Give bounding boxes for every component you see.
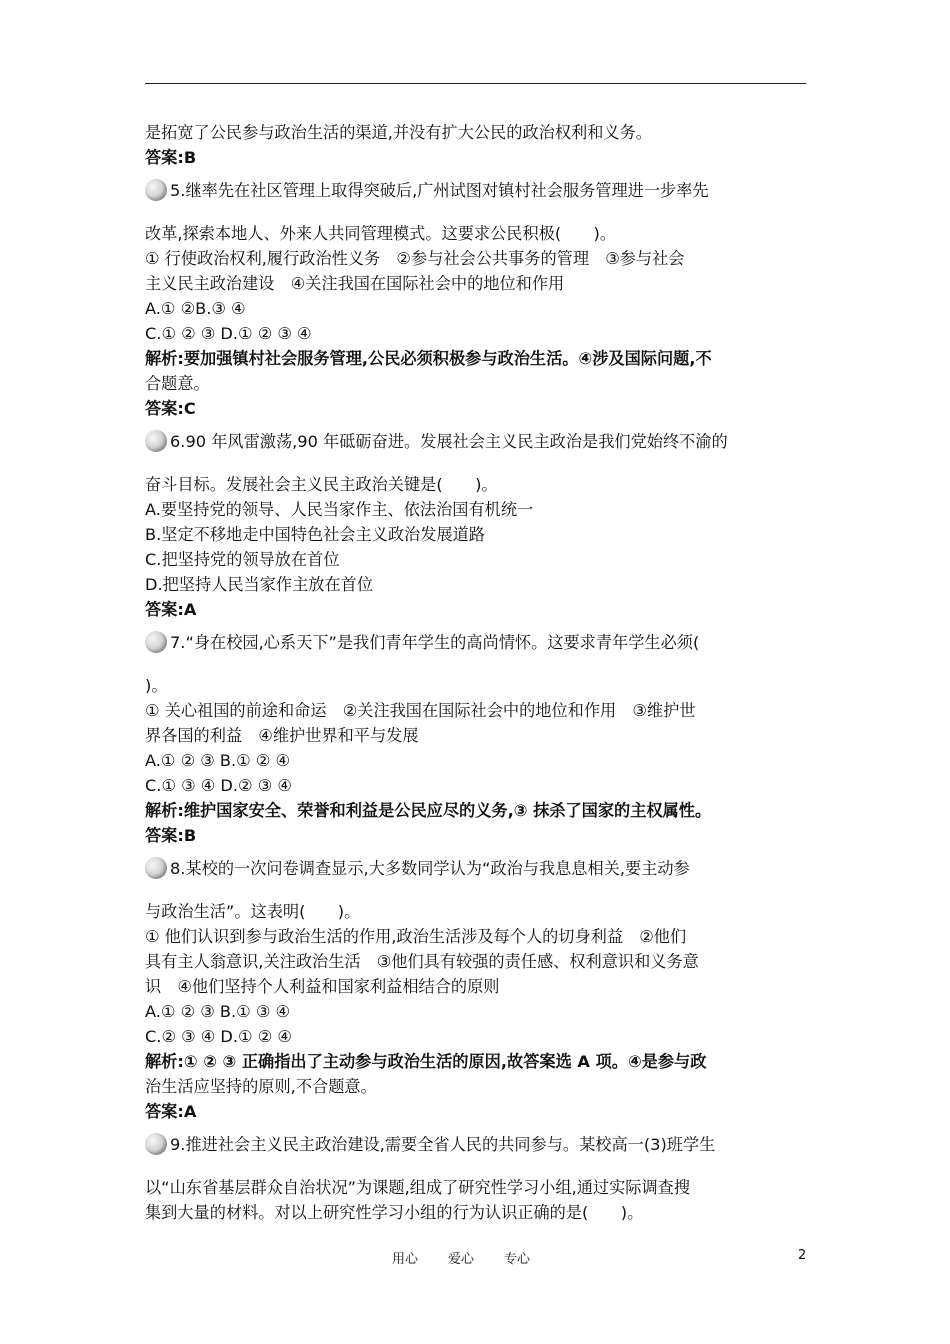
question-stem-line: 9.推进社会主义民主政治建设,需要全省人民的共同参与。某校高一(3)班学生 <box>170 1135 716 1154</box>
option-a: A.要坚持党的领导、人民当家作主、依法治国有机统一 <box>145 500 534 519</box>
question-stem <box>145 856 810 881</box>
question-stem-line: )。 <box>145 676 168 695</box>
question-6 <box>145 429 810 622</box>
question-options-line: A.① ② ③ B.① ③ ④ <box>145 1002 290 1021</box>
option-b: B.坚定不移地走中国特色社会主义政治发展道路 <box>145 525 485 544</box>
question-9 <box>145 1132 810 1225</box>
question-bullet-icon <box>145 1133 167 1155</box>
question-stem-line: 奋斗目标。发展社会主义民主政治关键是( )。 <box>145 475 498 494</box>
question-5 <box>145 178 810 421</box>
question-7 <box>145 630 810 848</box>
option-d: D.把坚持人民当家作主放在首位 <box>145 575 374 594</box>
question-stem <box>145 630 810 655</box>
question-items-line: 具有主人翁意识,关注政治生活 ③他们具有较强的责任感、权利意识和义务意 <box>145 952 699 971</box>
question-stem-line: 与政治生活”。这表明( )。 <box>145 902 361 921</box>
footer-motto-word: 专心 <box>504 1252 531 1267</box>
analysis-line: 治生活应坚持的原则,不合题意。 <box>145 1077 377 1096</box>
answer-line: 答案:A <box>145 1102 197 1121</box>
answer-line: 答案:C <box>145 399 196 418</box>
question-options-line: A.① ②B.③ ④ <box>145 299 246 318</box>
question-stem-line: 改革,探索本地人、外来人共同管理模式。这要求公民积极( )。 <box>145 224 617 243</box>
question-items-line: 识 ④他们坚持个人利益和国家利益相结合的原则 <box>145 977 500 996</box>
question-bullet-icon <box>145 430 167 452</box>
question-options-line: C.① ③ ④ D.② ③ ④ <box>145 776 292 795</box>
question-bullet-icon <box>145 857 167 879</box>
answer-line: 答案:B <box>145 148 197 167</box>
page-body <box>145 120 810 1225</box>
question-stem <box>145 1132 810 1157</box>
footer-motto-word: 用心 <box>392 1252 419 1267</box>
footer-motto <box>392 1248 592 1267</box>
footer-motto-word: 爱心 <box>448 1252 475 1267</box>
page-number: 2 <box>798 1248 807 1263</box>
question-stem-line: 8.某校的一次问卷调查显示,大多数同学认为“政治与我息息相关,要主动参 <box>170 859 690 878</box>
question-8 <box>145 856 810 1124</box>
answer-line: 答案:B <box>145 826 197 845</box>
analysis-line: 解析:维护国家安全、荣誉和利益是公民应尽的义务,③ 抹杀了国家的主权属性。 <box>145 801 712 820</box>
analysis-line: 解析:要加强镇村社会服务管理,公民必须积极参与政治生活。④涉及国际问题,不 <box>145 349 712 368</box>
analysis-line: 解析:① ② ③ 正确指出了主动参与政治生活的原因,故答案选 A 项。④是参与政 <box>145 1052 707 1071</box>
question-bullet-icon <box>145 631 167 653</box>
question-items-line: ① 关心祖国的前途和命运 ②关注我国在国际社会中的地位和作用 ③维护世 <box>145 701 696 720</box>
question-stem-line: 以“山东省基层群众自治状况”为课题,组成了研究性学习小组,通过实际调查搜 <box>145 1178 691 1197</box>
question-items-line: 界各国的利益 ④维护世界和平与发展 <box>145 726 419 745</box>
question-options-line: C.① ② ③ D.① ② ③ ④ <box>145 324 312 343</box>
option-c: C.把坚持党的领导放在首位 <box>145 550 340 569</box>
question-options-line: C.② ③ ④ D.① ② ④ <box>145 1027 292 1046</box>
question-stem-line: 7.“身在校园,心系天下”是我们青年学生的高尚情怀。这要求青年学生必须( <box>170 633 700 652</box>
question-stem-line: 6.90 年风雷激荡,90 年砥砺奋进。发展社会主义民主政治是我们党始终不渝的 <box>170 432 728 451</box>
question-bullet-icon <box>145 179 167 201</box>
question-items-line: ① 行使政治权利,履行政治性义务 ②参与社会公共事务的管理 ③参与社会 <box>145 249 685 268</box>
question-stem-line: 集到大量的材料。对以上研究性学习小组的行为认识正确的是( )。 <box>145 1203 644 1222</box>
question-options-line: A.① ② ③ B.① ② ④ <box>145 751 290 770</box>
analysis-line: 合题意。 <box>145 374 210 393</box>
continued-text: 是拓宽了公民参与政治生活的渠道,并没有扩大公民的政治权利和义务。 <box>145 123 652 142</box>
question-stem-line: 5.继率先在社区管理上取得突破后,广州试图对镇村社会服务管理进一步率先 <box>170 181 709 200</box>
question-stem <box>145 429 810 454</box>
answer-line: 答案:A <box>145 600 197 619</box>
question-items-line: 主义民主政治建设 ④关注我国在国际社会中的地位和作用 <box>145 274 565 293</box>
question-stem <box>145 178 810 203</box>
header-rule <box>145 83 806 84</box>
question-items-line: ① 他们认识到参与政治生活的作用,政治生活涉及每个人的切身利益 ②他们 <box>145 927 687 946</box>
